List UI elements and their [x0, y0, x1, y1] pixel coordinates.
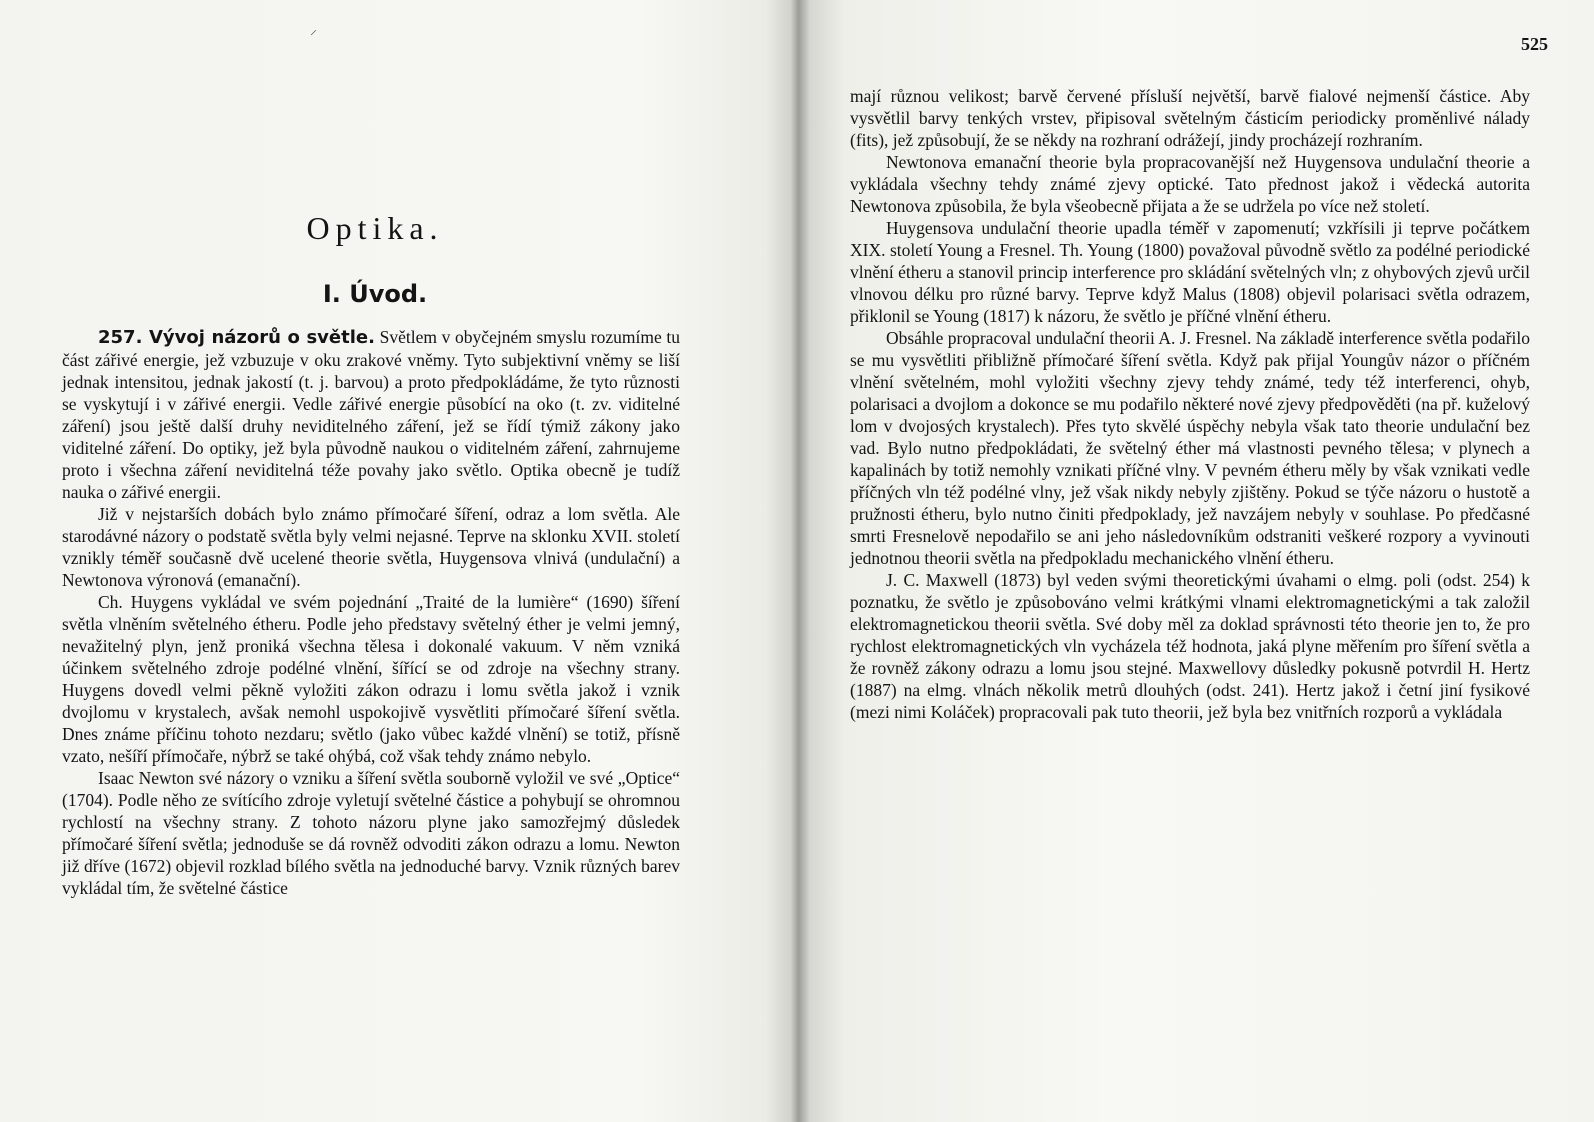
paragraph-text: Světlem v obyčejném smyslu rozumíme tu část zářivé energie, jež vzbuzuje v oku zrakové vněmy. Tyto subjektivní vněmy se liší jednak intensitou, jednak jakostí (t. j. barvou) a proto předpokládáme, že tyto různosti se vyskytují i v zářivé energii. Vedle zářivé energie působící na oko (t. zv. viditelné záření) jsou ještě další druhy neviditelného záření, jež se řídí týmiž zákony jako viditelné záření. Do optiky, jež byla původně naukou o viditelném záření, zahrnujeme proto i všechna záření neviditelná téže povahy jako světlo. Optika obecně je tudíž nauka o zářivé energii. [62, 327, 680, 502]
margin-mark: ⸍ [310, 29, 317, 44]
paragraph: mají různou velikost; barvě červené přísluší největší, barvě fialové nejmenší částice. Aby vysvětlil barvy tenkých vrstev, připisoval světelným částicím periodicky proměnlivé nálady (fits), jež způsobují, že se někdy na rozhraní odrážejí, jindy procházejí rozhraním. [850, 86, 1530, 150]
left-text-column [62, 326, 680, 899]
paragraph [62, 326, 680, 503]
left-page [0, 0, 790, 1122]
page-number: 525 [1521, 34, 1548, 54]
section-title: I. Úvod. [322, 280, 428, 308]
article-heading: 257. Vývoj názorů o světle. [98, 327, 375, 348]
right-text-column [850, 85, 1530, 723]
paragraph: Již v nejstarších dobách bylo známo přímočaré šíření, odraz a lom světla. Ale starodávné názory o podstatě světla byly velmi nejasné. Teprve na sklonku XVII. století vznikly téměř současně dvě ucelené theorie světla, Huygensova vlnivá (undulační) a Newtonova výronová (emanační). [62, 504, 680, 590]
right-page [790, 0, 1594, 1122]
paragraph: Ch. Huygens vykládal ve svém pojednání „Traité de la lumière“ (1690) šíření světla vlněním světelného étheru. Podle jeho představy světelný éther je velmi jemný, nevažitelný plyn, jenž proniká všechna tělesa i dokonalé vakuum. V něm vzniká účinkem světelného zdroje podélné vlnění, šířící se od zdroje na všechny strany. Huygens dovedl velmi pěkně vyložiti zákon odrazu i lomu světla jakož i vznik dvojlomu v krystalech, avšak nemohl uspokojivě vysvětliti přímočaré šíření světla. Dnes známe příčinu tohoto nezdaru; světlo (jako vůbec každé vlnění) se totiž, přísně vzato, nešíří přímočaře, nýbrž se také ohýbá, což však tehdy známo nebylo. [62, 592, 680, 766]
paragraph: Obsáhle propracoval undulační theorii A. J. Fresnel. Na základě interference světla podařilo se mu vysvětliti přibližně přímočaré šíření světla. Když pak přijal Youngův názor o příčném vlnění světelném, mohl vyložiti všechny zjevy tehdy známé, tedy též interferenci, ohyb, polarisaci a dvojlom a dokonce se mu podařilo některé nové zjevy předpověděti (na př. kuželový lom v dvojosých krystalech). Přes tyto skvělé úspěchy nebyla však tato theorie undulační bez vad. Bylo nutno předpokládati, že světelný éther má vlastnosti pevného tělesa; v plynech a kapalinách by totiž nemohly vznikati příčné vlny. V pevném étheru měly by však vznikati vedle příčných vln též podélné vlny, jež však nikdy nebyly zjištěny. Pokud se týče názoru o hustotě a pružnosti étheru, bylo nutno činiti předpoklady, jež navzájem nebyly v souhlase. Po předčasné smrti Fresnelově nepodařilo se ani jeho následovníkům odstraniti veškeré rozpory a vyvinouti jednotnou theorii světla na předpokladu mechanického vlnění étheru. [850, 328, 1530, 568]
paragraph: Isaac Newton své názory o vzniku a šíření světla souborně vyložil ve své „Optice“ (1704). Podle něho ze svítícího zdroje vyletují světelné částice a pohybují se ohromnou rychlostí na všechny strany. Z tohoto názoru plyne jako samozřejmý důsledek přímočaré šíření světla; jednoduše se dá rovněž odvoditi zákon odrazu a lomu. Newton již dříve (1672) objevil rozklad bílého světla na jednoduché barvy. Vznik různých barev vykládal tím, že světelné částice [62, 768, 680, 898]
paragraph: Huygensova undulační theorie upadla téměř v zapomenutí; vzkřísili ji teprve počátkem XIX. století Young a Fresnel. Th. Young (1800) považoval původně světlo za podélné periodické vlnění étheru a stanovil princip interference pro skládání světelných vln; z ohybových zjevů určil vlnovou délku pro různé barvy. Teprve když Malus (1808) objevil polarisaci světla odrazem, přiklonil se Young (1817) k názoru, že světlo je příčné vlnění étheru. [850, 218, 1530, 326]
paragraph: Newtonova emanační theorie byla propracovanější než Huygensova undulační theorie a vykládala všechny tehdy známé zjevy optické. Tato přednost jakož i vědecká autorita Newtonova způsobila, že byla všeobecně přijata a že se udržela po více než století. [850, 152, 1530, 216]
paragraph: J. C. Maxwell (1873) byl veden svými theoretickými úvahami o elmg. poli (odst. 254) k poznatku, že světlo je způsobováno velmi krátkými vlnami elektromagnetickými a tak založil elektromagnetickou theorii světla. Své doby měl za doklad správnosti této theorie jen to, že pro rychlost elektromagnetických vln vycházela též hodnota, jaká plyne měřením pro šíření světla a že rovněž zákony odrazu a lomu jsou stejné. Maxwellovy důsledky pokusně potvrdil H. Hertz (1887) na elmg. vlnách několik metrů dlouhých (odst. 241). Hertz jakož i četní jiní fysikové (mezi nimi Koláček) propracovali pak tuto theorii, jež byla bez vnitřních rozporů a vykládala [850, 570, 1530, 722]
chapter-title: Optika. [306, 210, 444, 246]
